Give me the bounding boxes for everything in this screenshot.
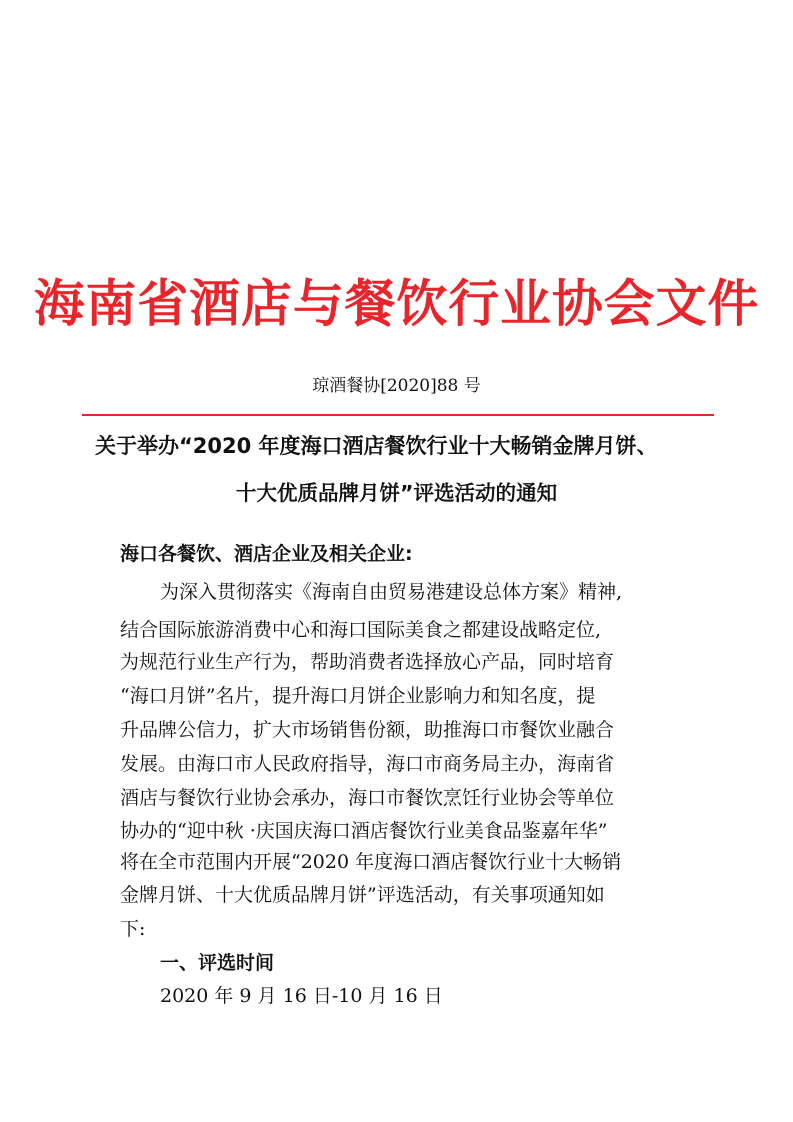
organization-title: 海南省酒店与餐饮行业协会文件 <box>33 273 760 333</box>
paragraph-line: 为规范行业生产行为，帮助消费者选择放心产品，同时培育 <box>120 651 615 673</box>
paragraph-line: 酒店与餐饮行业协会承办，海口市餐饮烹饪行业协会等单位 <box>120 787 615 809</box>
salutation: 海口各餐饮、酒店企业及相关企业: <box>120 543 413 565</box>
paragraph-line: 为深入贯彻落实《海南自由贸易港建设总体方案》精神, <box>160 581 623 603</box>
paragraph-line: 协办的“迎中秋 ·庆国庆海口酒店餐饮行业美食品鉴嘉年华” <box>120 820 608 842</box>
paragraph-line: 将在全市范围内开展“2020 年度海口酒店餐饮行业十大畅销 <box>120 851 622 873</box>
paragraph-line: 结合国际旅游消费中心和海口国际美食之都建设战略定位, <box>120 619 602 641</box>
notice-title-line-2: 十大优质品牌月饼”评选活动的通知 <box>235 481 558 505</box>
notice-title-line-1: 关于举办“2020 年度海口酒店餐饮行业十大畅销金牌月饼、 <box>95 434 658 458</box>
paragraph-line: “海口月饼”名片，提升海口月饼企业影响力和知名度，提 <box>120 685 596 707</box>
paragraph-line: 发展。由海口市人民政府指导，海口市商务局主办，海南省 <box>120 753 615 775</box>
paragraph-line: 升品牌公信力，扩大市场销售份额，助推海口市餐饮业融合 <box>120 719 615 741</box>
paragraph-line: 下: <box>120 918 146 940</box>
red-divider-line <box>82 414 714 416</box>
event-date-range: 2020 年 9 月 16 日-10 月 16 日 <box>160 985 443 1007</box>
document-number: 琼酒餐协[2020]88 号 <box>312 376 481 396</box>
section-heading: 一、评选时间 <box>160 952 275 974</box>
paragraph-line: 金牌月饼、十大优质品牌月饼”评选活动，有关事项通知如 <box>120 884 605 906</box>
